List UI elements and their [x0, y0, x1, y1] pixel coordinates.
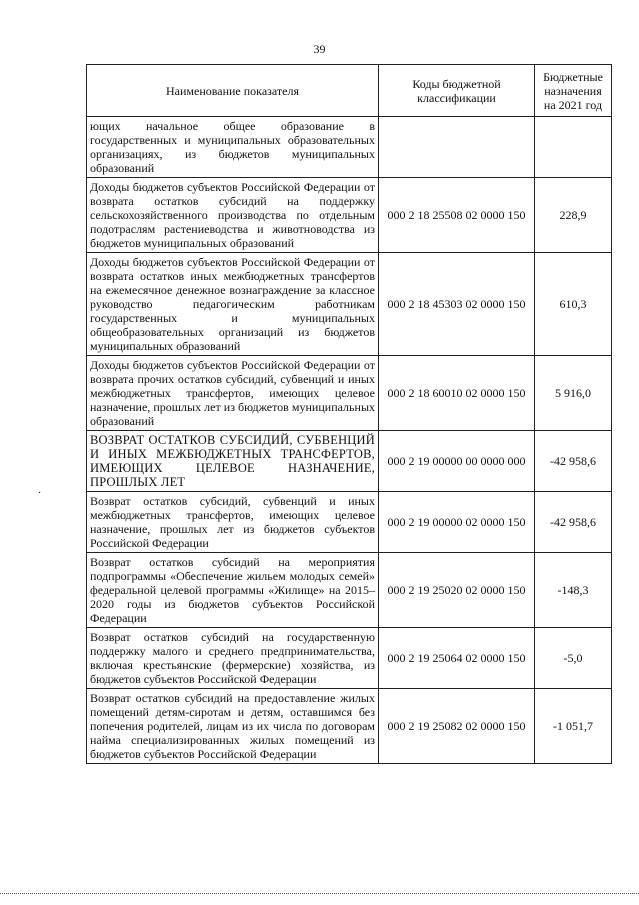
row-amount-cell: -1 051,7 — [535, 689, 612, 764]
budget-table — [86, 64, 612, 764]
header-code: Коды бюджетной классификации — [379, 65, 535, 117]
row-amount-cell: 5 916,0 — [535, 356, 612, 431]
row-code-cell: 000 2 19 00000 02 0000 150 — [379, 492, 535, 553]
row-code-cell: 000 2 18 60010 02 0000 150 — [379, 356, 535, 431]
row-name-cell: Возврат остатков субсидий, субвенций и иных межбюджетных трансфертов, имеющих целевое назначение, прошлых лет из бюджетов субъектов Российской Федерации — [87, 492, 379, 553]
row-amount-cell: 228,9 — [535, 178, 612, 253]
row-code-cell: 000 2 18 25508 02 0000 150 — [379, 178, 535, 253]
table-header-row — [87, 65, 612, 117]
table-row — [87, 628, 612, 689]
table-row — [87, 689, 612, 764]
row-name-cell: Доходы бюджетов субъектов Российской Федерации от возврата прочих остатков субсидий, субвенций и иных межбюджетных трансфертов, имеющих целевое назначение, прошлых лет из бюджетов муниципальных образований — [87, 356, 379, 431]
row-amount-cell: 610,3 — [535, 253, 612, 356]
row-name-cell: Доходы бюджетов субъектов Российской Федерации от возврата остатков иных межбюджетных трансфертов на ежемесячное денежное вознаграждение за классное руководство педагогическим работникам государственных и муниципальных общеобразовательных организаций из бюджетов муниципальных образований — [87, 253, 379, 356]
row-name-cell: Возврат остатков субсидий на предоставление жилых помещений детям-сиротам и детям, оставшимся без попечения родителей, лицам из их числа по договорам найма специализированных жилых помещений из бюджетов субъектов Российской Федерации — [87, 689, 379, 764]
table-body — [87, 117, 612, 764]
row-name-cell: Возврат остатков субсидий на государственную поддержку малого и среднего предпринимательства, включая крестьянские (фермерские) хозяйства, из бюджетов субъектов Российской Федерации — [87, 628, 379, 689]
row-code-cell: 000 2 18 45303 02 0000 150 — [379, 253, 535, 356]
row-code-cell: 000 2 19 25082 02 0000 150 — [379, 689, 535, 764]
table-row — [87, 356, 612, 431]
row-code-cell: 000 2 19 25064 02 0000 150 — [379, 628, 535, 689]
table-row — [87, 117, 612, 178]
table-row — [87, 253, 612, 356]
row-name-cell: Доходы бюджетов субъектов Российской Федерации от возврата остатков субсидий на поддержку сельскохозяйственного производства по отдельным подотраслям растениеводства и животноводства из бюджетов муниципальных образований — [87, 178, 379, 253]
row-name-cell: Возврат остатков субсидий на мероприятия подпрограммы «Обеспечение жильем молодых семей» федеральной целевой программы «Жилище» на 2015–2020 годы из бюджетов субъектов Российской Федерации — [87, 553, 379, 628]
row-name-cell: ющих начальное общее образование в государственных и муниципальных образовательных организациях, из бюджетов муниципальных образований — [87, 117, 379, 178]
header-amount: Бюджетные назначения на 2021 год — [535, 65, 612, 117]
row-amount-cell — [535, 117, 612, 178]
row-amount-cell: -42 958,6 — [535, 492, 612, 553]
table-row — [87, 492, 612, 553]
bottom-rule — [0, 893, 639, 894]
row-code-cell — [379, 117, 535, 178]
row-name-cell: ВОЗВРАТ ОСТАТКОВ СУБСИДИЙ, СУБВЕНЦИЙ И ИНЫХ МЕЖБЮДЖЕТНЫХ ТРАНСФЕРТОВ, ИМЕЮЩИХ ЦЕЛЕВОЕ НАЗНАЧЕНИЕ, ПРОШЛЫХ ЛЕТ — [87, 431, 379, 492]
margin-mark: · — [38, 488, 42, 499]
table-row — [87, 431, 612, 492]
page-number: 39 — [313, 42, 326, 56]
row-amount-cell: -5,0 — [535, 628, 612, 689]
row-code-cell: 000 2 19 00000 00 0000 000 — [379, 431, 535, 492]
row-amount-cell: -148,3 — [535, 553, 612, 628]
header-name: Наименование показателя — [87, 65, 379, 117]
row-code-cell: 000 2 19 25020 02 0000 150 — [379, 553, 535, 628]
table-row — [87, 178, 612, 253]
table-row — [87, 553, 612, 628]
row-amount-cell: -42 958,6 — [535, 431, 612, 492]
